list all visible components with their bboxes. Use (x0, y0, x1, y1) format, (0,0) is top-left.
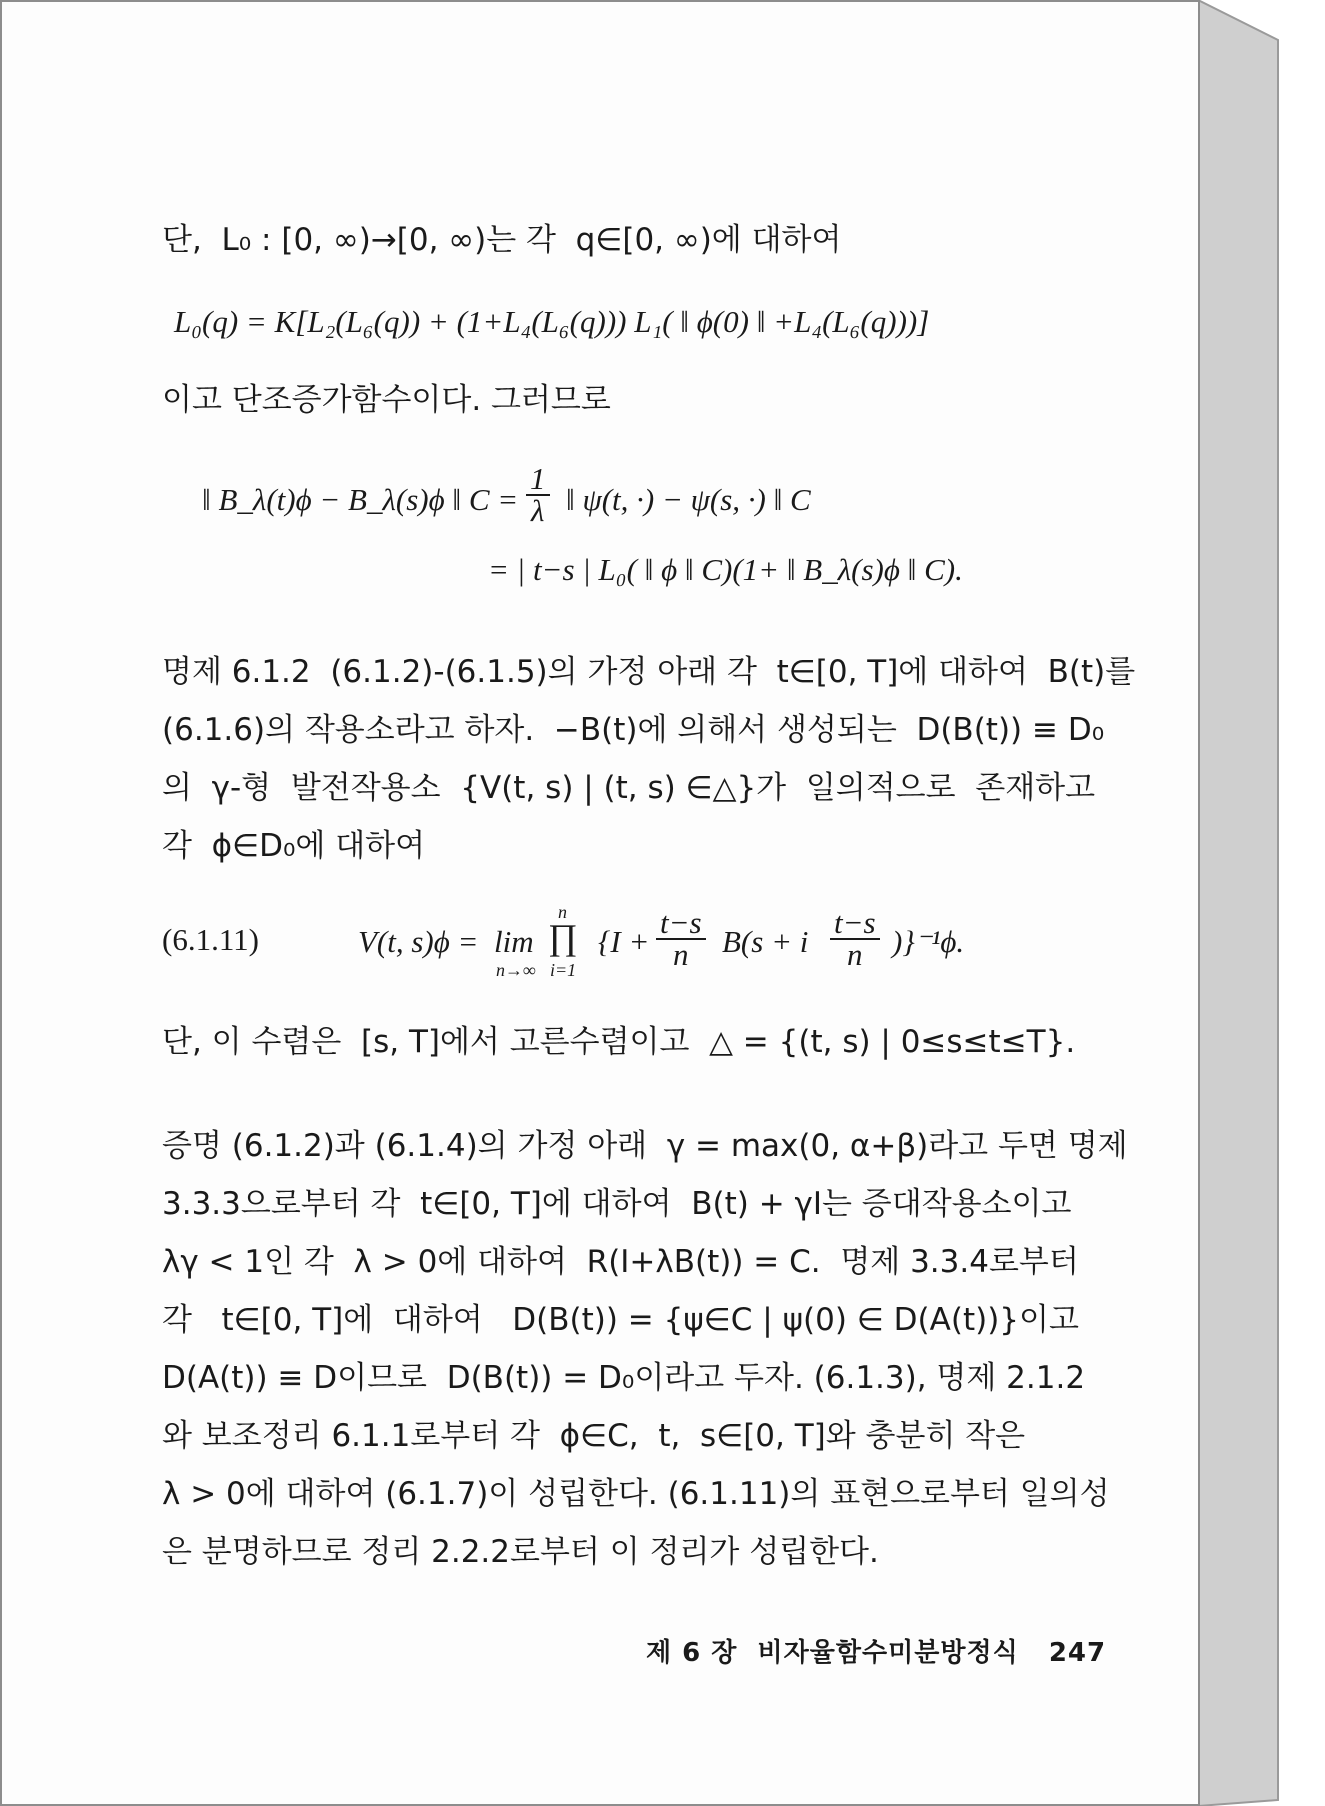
text-line-1: 단, L₀ : [0, ∞)→[0, ∞)는 각 q∈[0, ∞)에 대하여 (162, 222, 842, 258)
equation-V-end: )}⁻¹ϕ. (892, 924, 965, 959)
equation-norm-second: = | t−s | L₀( ‖ ϕ ‖ C)(1+ ‖ B_λ(s)ϕ ‖ C). (488, 552, 963, 587)
equation-V-B: B(s + i (722, 924, 809, 959)
fraction-numerator: 1 (526, 464, 550, 496)
text-line-3: 이고 단조증가함수이다. 그러므로 (162, 382, 611, 418)
proof-line-5: D(A(t)) ≡ D이므로 D(B(t)) = D₀이라고 두자. (6.1.3), 명제 2.1.2 (162, 1360, 1086, 1396)
proof-line-2: 3.3.3으로부터 각 t∈[0, T]에 대하여 B(t) + γI는 증대작용소이고 (162, 1186, 1072, 1222)
fraction-one-over-lambda (526, 461, 550, 528)
fraction-numerator: t−s (656, 908, 706, 940)
fraction-t-minus-s-over-n-2 (830, 905, 880, 972)
product-top: n (558, 902, 567, 922)
proof-line-6: 와 보조정리 6.1.1로부터 각 ϕ∈C, t, s∈[0, T]와 충분히 작은 (162, 1418, 1026, 1454)
fraction-denominator: n (847, 937, 863, 972)
proof-line-3: λγ < 1인 각 λ > 0에 대하여 R(I+λB(t)) = C. 명제 3.3.4로부터 (162, 1244, 1079, 1280)
fraction-denominator: n (673, 937, 689, 972)
equation-L0: L₀(q) = K[L₂(L₆(q)) + (1+L₄(L₆(q))) L₁( ‖ ϕ(0) ‖ +L₄(L₆(q)))] (174, 304, 930, 339)
product-bottom: i=1 (550, 960, 577, 980)
equation-norm-right: ‖ ψ(t, ·) − ψ(s, ·) ‖ C (566, 482, 811, 517)
proposition-line-1: 명제 6.1.2 (6.1.2)-(6.1.5)의 가정 아래 각 t∈[0, T]에 대하여 B(t)를 (162, 654, 1136, 690)
proposition-line-4: 각 ϕ∈D₀에 대하여 (162, 828, 426, 864)
equation-V-lhs: V(t, s)ϕ = lim (358, 924, 534, 959)
equation-number: (6.1.11) (162, 922, 259, 957)
proof-line-4: 각 t∈[0, T]에 대하여 D(B(t)) = {ψ∈C | ψ(0) ∈ D(A(t))}이고 (162, 1302, 1079, 1338)
proof-line-7: λ > 0에 대하여 (6.1.7)이 성립한다. (6.1.11)의 표현으로부터 일의성 (162, 1476, 1110, 1512)
fraction-denominator: λ (531, 493, 545, 528)
page-footer: 제 6 장 비자율함수미분방정식 247 (646, 1638, 1107, 1668)
fraction-t-minus-s-over-n (656, 905, 706, 972)
proof-line-1: 증명 (6.1.2)과 (6.1.4)의 가정 아래 γ = max(0, α+β)라고 두면 명제 (162, 1128, 1128, 1164)
book-side-edge (1198, 0, 1325, 1806)
proof-line-8: 은 분명하므로 정리 2.2.2로부터 이 정리가 성립한다. (162, 1534, 879, 1570)
fraction-numerator: t−s (830, 908, 880, 940)
equation-V-brace: {I + (598, 924, 650, 959)
convergence-line: 단, 이 수렴은 [s, T]에서 고른수렴이고 △ = {(t, s) | 0≤s≤t≤T}. (162, 1024, 1076, 1060)
proposition-line-2: (6.1.6)의 작용소라고 하자. −B(t)에 의해서 생성되는 D(B(t)) ≡ D₀ (162, 712, 1105, 748)
proposition-line-3: 의 γ-형 발전작용소 {V(t, s) | (t, s) ∈△}가 일의적으로 존재하고 (162, 770, 1096, 806)
limit-subscript: n→∞ (496, 960, 536, 980)
product-symbol: ∏ (548, 917, 578, 957)
equation-norm-left: ‖ B_λ(t)ϕ − B_λ(s)ϕ ‖ C = (202, 482, 519, 517)
